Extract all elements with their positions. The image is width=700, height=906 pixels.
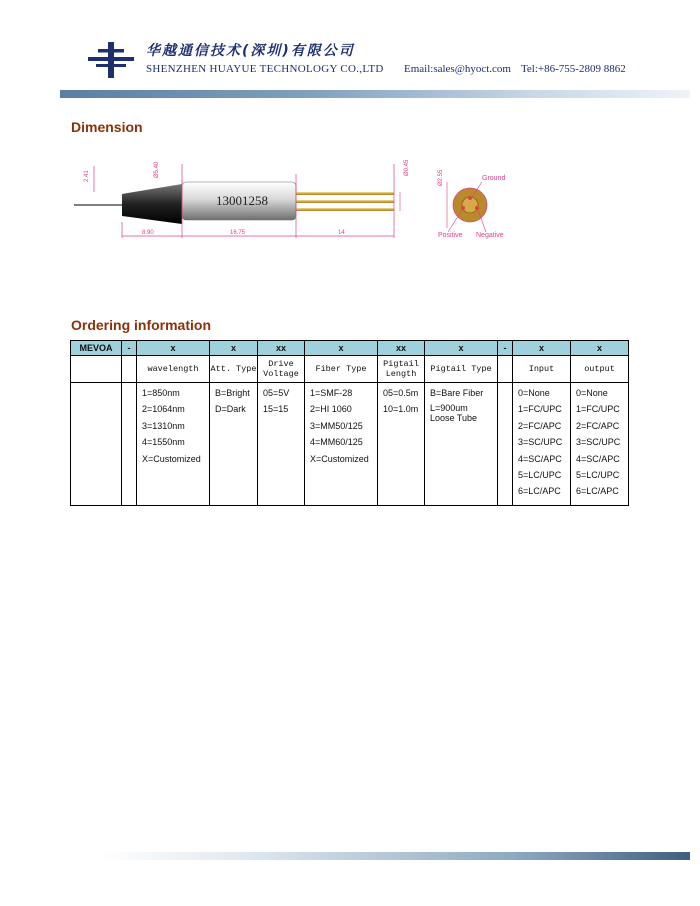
- pin-mid: [296, 200, 394, 203]
- fiber-type-options: [305, 383, 378, 506]
- code-dash-2: -: [498, 341, 513, 356]
- dimension-title: Dimension: [71, 119, 143, 135]
- pigtail-type-options: [425, 383, 498, 506]
- option: B=Bare Fiber: [430, 388, 484, 398]
- dim-label-2-41: 2.41: [84, 170, 90, 182]
- end-view-pin-negative: [475, 206, 479, 210]
- boot-sleeve: [122, 184, 182, 224]
- header-blank-2: [122, 356, 137, 383]
- code-dash-1: -: [122, 341, 137, 356]
- code-output: x: [571, 341, 629, 356]
- option: 2=1064nm: [142, 404, 185, 415]
- ordering-table: [70, 340, 629, 506]
- option: 3=SC/UPC: [576, 437, 621, 448]
- option: 1=SMF-28: [310, 388, 353, 398]
- options-blank-2: [122, 383, 137, 506]
- drive-voltage-options: [258, 383, 305, 506]
- end-view-pin-ground: [468, 196, 472, 200]
- header-drive-voltage: Drive Voltage: [258, 356, 305, 383]
- pin-bottom: [296, 208, 394, 211]
- dim-label-8-90: 8.90: [142, 230, 154, 236]
- code-drive-voltage: xx: [258, 341, 305, 356]
- option: L=900um Loose Tube: [430, 403, 478, 423]
- option: 2=FC/APC: [518, 420, 562, 431]
- option: 1=FC/UPC: [576, 404, 620, 415]
- contact-info: [404, 63, 626, 75]
- wavelength-options: [137, 383, 210, 506]
- header-bar: [60, 90, 690, 98]
- dim-label-0-45: Ø0.45: [404, 159, 410, 176]
- email[interactable]: Email:sales@hyoct.com: [404, 63, 511, 75]
- header-wavelength: wavelength: [137, 356, 210, 383]
- option: X=Customized: [142, 453, 201, 464]
- option: 3=1310nm: [142, 420, 185, 431]
- option: 4=MM60/125: [310, 437, 363, 448]
- option: 1=FC/UPC: [518, 404, 562, 415]
- body-label: 13001258: [216, 193, 268, 208]
- dim-label-14: 14: [338, 230, 345, 236]
- pigtail-length-options: [378, 383, 425, 506]
- option: 1=850nm: [142, 388, 180, 398]
- option: 2=FC/APC: [576, 420, 620, 431]
- header-blank-3: [498, 356, 513, 383]
- option: D=Dark: [215, 404, 246, 415]
- ordering-title: Ordering information: [71, 317, 211, 333]
- option: 3=MM50/125: [310, 420, 363, 431]
- code-pigtail-type: x: [425, 341, 498, 356]
- dim-label-16-75: 16.75: [230, 230, 246, 236]
- option: X=Customized: [310, 453, 369, 464]
- option: 05=5V: [263, 388, 290, 398]
- code-wavelength: x: [137, 341, 210, 356]
- company-name-chinese: 华越通信技术(深圳)有限公司: [146, 43, 355, 59]
- option: 2=HI 1060: [310, 404, 352, 415]
- option: 4=1550nm: [142, 437, 185, 448]
- option: 6=LC/APC: [518, 486, 561, 497]
- header-pigtail-type: Pigtail Type: [425, 356, 498, 383]
- option: 10=1.0m: [383, 404, 419, 415]
- code-pigtail-length: xx: [378, 341, 425, 356]
- header-blank-1: [71, 356, 122, 383]
- option: 5=LC/UPC: [576, 469, 620, 480]
- options-blank-3: [498, 383, 513, 506]
- input-options: [513, 383, 571, 506]
- pin-label-positive: Positive: [438, 232, 463, 239]
- code-att-type: x: [210, 341, 258, 356]
- att-type-options: [210, 383, 258, 506]
- end-view-pin-positive: [461, 206, 465, 210]
- option: 3=SC/UPC: [518, 437, 563, 448]
- option: 0=None: [518, 388, 550, 398]
- option: 5=LC/UPC: [518, 469, 562, 480]
- option: 05=0.5m: [383, 388, 419, 398]
- header-att-type: Att. Type: [210, 356, 258, 383]
- option: 4=SC/APC: [576, 453, 620, 464]
- options-row: [71, 383, 629, 506]
- code-prefix: MEVOA: [71, 341, 122, 356]
- option: 6=LC/APC: [576, 486, 619, 497]
- code-input: x: [513, 341, 571, 356]
- option: 4=SC/APC: [518, 453, 562, 464]
- company-name-english: SHENZHEN HUAYUE TECHNOLOGY CO.,LTD: [146, 63, 384, 75]
- code-row: [71, 341, 629, 356]
- option: 0=None: [576, 388, 608, 398]
- option: 15=15: [263, 404, 289, 415]
- footer-bar: [100, 852, 690, 860]
- dim-label-2-55: Ø2.55: [438, 169, 444, 186]
- options-blank-1: [71, 383, 122, 506]
- output-options: [571, 383, 629, 506]
- header-pigtail-length: Pigtail Length: [378, 356, 425, 383]
- header-fiber-type: Fiber Type: [305, 356, 378, 383]
- code-fiber-type: x: [305, 341, 378, 356]
- pin-label-negative: Negative: [476, 232, 504, 239]
- pin-label-ground: Ground: [482, 175, 506, 182]
- dim-label-5-40: Ø5.40: [154, 161, 160, 178]
- dimension-drawing: [70, 152, 530, 248]
- company-logo: [88, 42, 134, 78]
- header-output: output: [571, 356, 629, 383]
- header-row: [71, 356, 629, 383]
- option: B=Bright: [215, 388, 250, 398]
- pin-top: [296, 192, 394, 195]
- header-input: Input: [513, 356, 571, 383]
- telephone: Tel:+86-755-2809 8862: [520, 63, 626, 75]
